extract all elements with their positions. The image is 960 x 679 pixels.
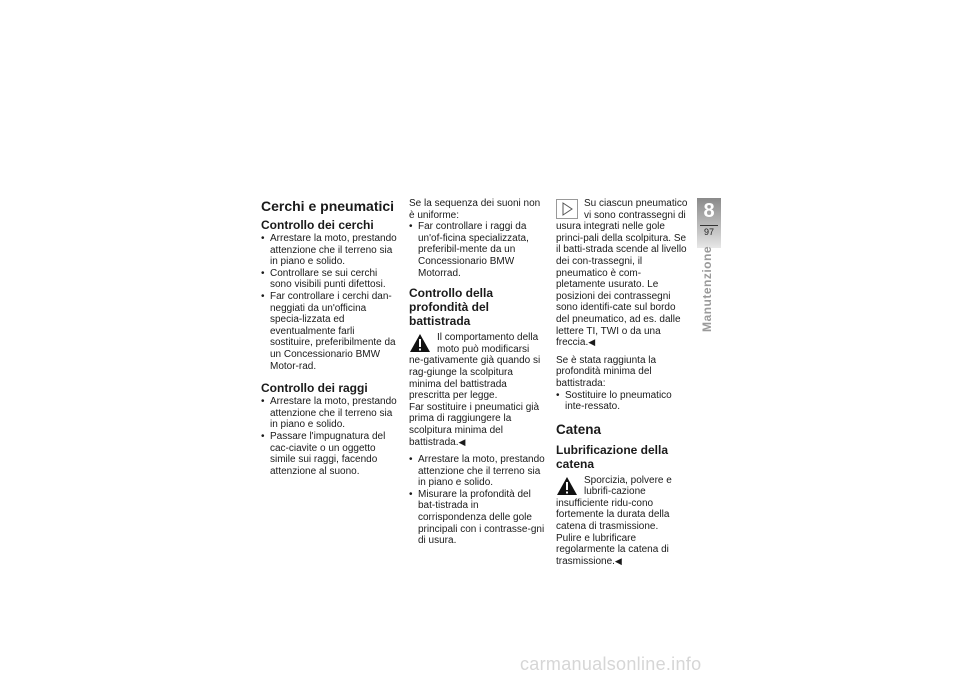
heading-controllo-cerchi: Controllo dei cerchi [261, 218, 374, 232]
note-text: Su ciascun pneumatico vi sono contrassegni di usura integrati nelle gole princi-pali della scolpitura. Se il batti-strada scende al livello dei con-trassegni, il pneumatico è com-pletamente usurato. Le posizioni dei contrassegni sono identifi-cate sul bordo del pneumatico, ad es. dalle lettere TI, TWI o da una freccia. [556, 198, 688, 349]
list-item: • Far controllare i raggi da un'of-ficina specializzata, preferibil-mente da un Concessionario BMW Motorrad. [409, 221, 545, 279]
chapter-number: 8 [703, 200, 715, 222]
list-item: • Misurare la profondità del bat-tistrada in corrispondenza delle gole principali con i contrasse-gni di usura. [409, 489, 545, 547]
list-item: • Arrestare la moto, prestando attenzione che il terreno sia in piano e solido. [261, 396, 399, 431]
raggi-list [261, 396, 399, 477]
end-mark-icon: ◀ [458, 436, 466, 447]
note-paragraph [556, 198, 690, 349]
profondita-list [409, 454, 545, 547]
list-item: • Arrestare la moto, prestando attenzione che il terreno sia in piano e solido. [261, 233, 399, 268]
heading-catena: Catena [556, 421, 602, 437]
replace-paragraph [409, 402, 545, 448]
minimum-text: Se è stata raggiunta la profondità minima del battistrada: [556, 354, 657, 389]
cerchi-list [261, 233, 399, 372]
list-item: • Arrestare la moto, prestando attenzione che il terreno sia in piano e solido. [409, 454, 545, 489]
section-title: Cerchi e pneumatici [261, 198, 395, 214]
intro-text: Se la sequenza dei suoni non è uniforme: [409, 198, 541, 221]
warning-text: Il comportamento della moto può modificarsi ne-gativamente già quando si rag-giunge la scolpitura minima del battistrada prescritta per legge. [409, 332, 541, 402]
chapter-tab [697, 198, 721, 248]
warning-text: Sporcizia, polvere e lubrifi-cazione insufficiente ridu-cono fortemente la durata della catena di trasmissione. [556, 474, 672, 533]
heading-profondita-battistrada: Controllo della profondità del battistrada [409, 286, 493, 329]
column-1 [261, 198, 399, 477]
replace-text: Far sostituire i pneumatici già prima di raggiungere la scolpitura minima del battistrada. [409, 401, 540, 448]
intro-list [409, 221, 545, 279]
list-item: • Controllare se sui cerchi sono visibili punti difettosi. [261, 268, 399, 291]
end-mark-icon: ◀ [614, 555, 622, 566]
list-item: • Sostituire lo pneumatico inte-ressato. [556, 390, 690, 413]
warning-icon [556, 476, 578, 496]
list-item: • Far controllare i cerchi dan-neggiati da un'officina specia-lizzata ed eventualmente farli sostituire, preferibilmente da un Concessionario BMW Motor-rad. [261, 291, 399, 372]
lube-text: Pulire e lubrificare regolarmente la catena di trasmissione. [556, 532, 669, 567]
note-play-icon [556, 199, 578, 219]
lube-paragraph [556, 533, 690, 568]
end-mark-icon: ◀ [588, 337, 596, 348]
warning-block [556, 475, 690, 533]
watermark: carmanualsonline.info [520, 654, 702, 674]
divider [700, 225, 718, 226]
note-block [556, 198, 690, 349]
heading-controllo-raggi: Controllo dei raggi [261, 381, 368, 396]
column-2 [409, 198, 545, 547]
heading-lubrificazione: Lubrificazione della catena [556, 442, 669, 471]
column-3 [556, 198, 690, 567]
warning-block [409, 332, 545, 402]
warning-icon [409, 333, 431, 353]
minimum-list [556, 390, 690, 413]
list-item: • Passare l'impugnatura del cac-ciavite o un oggetto simile sui raggi, facendo attenzione al suono. [261, 431, 399, 477]
chapter-title-vertical: Manutenzione [700, 246, 714, 332]
page-number: 97 [703, 227, 714, 237]
